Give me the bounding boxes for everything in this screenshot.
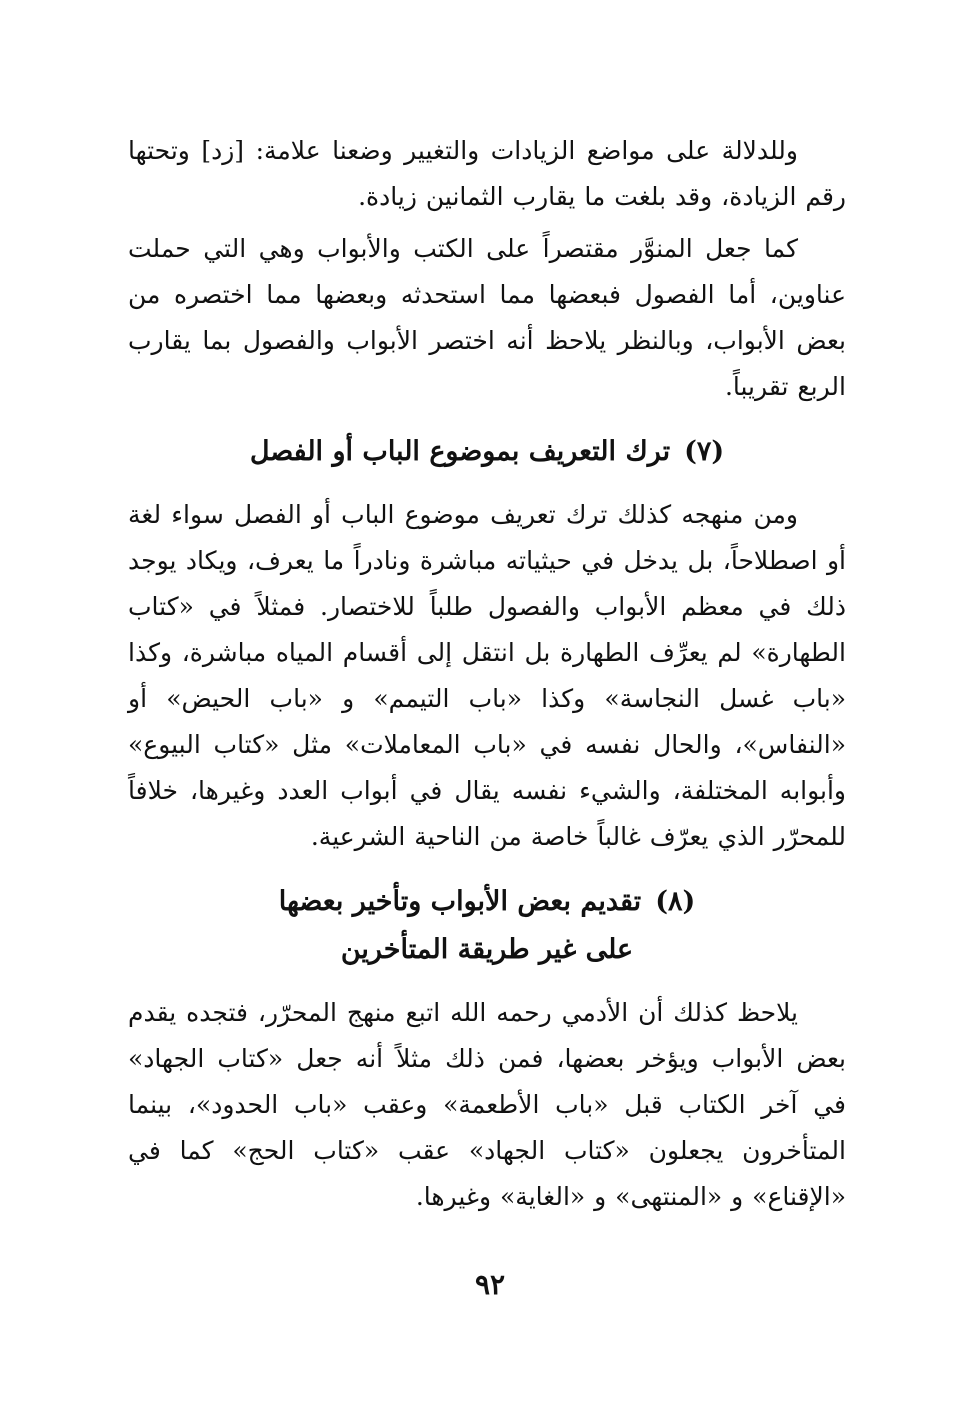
section-heading-8-title-line1: تقديم بعض الأبواب وتأخير بعضها: [278, 886, 642, 917]
paragraph-leaving-definitions: ومن منهجه كذلك ترك تعريف موضوع الباب أو الفصل سواء لغة أو اصطلاحاً، بل يدخل في حيثياته مباشرة ونادراً ما يعرف، ويكاد يوجد ذلك في معظم الأبواب والفصول طلباً للاختصار. فمثلاً في «كتاب الطهارة» لم يعرِّف الطهارة بل انتقل إلى أقسام المياه مباشرة، وكذا «باب غسل النجاسة» وكذا «باب التيمم» و «باب الحيض» أو «النفاس»، والحال نفسه في «باب المعاملات» مثل «كتاب البيوع» وأبوابه المختلفة، والشيء نفسه يقال في أبواب العدد وغيرها، خلافاً للمحرّر الذي يعرّف غالباً خاصة من الناحية الشرعية.: [128, 500, 846, 851]
section-heading-8: [128, 878, 846, 974]
section-heading-7-number: (٧): [684, 436, 725, 467]
section-heading-8-number: (٨): [655, 886, 696, 917]
section-heading-8-title-line2: على غير طريقة المتأخرين: [340, 934, 634, 965]
paragraph-additions-marking: وللدلالة على مواضع الزيادات والتغيير وضعنا علامة: [زد] وتحتها رقم الزيادة، وقد بلغت ما يقارب الثمانين زيادة.: [128, 136, 846, 211]
paragraph-chapters-headings: كما جعل المنوَّر مقتصراً على الكتب والأبواب وهي التي حملت عناوين، أما الفصول فبعضها مما استحدثه وبعضها مما اختصره من بعض الأبواب، وبالنظر يلاحظ أنه اختصر الأبواب والفصول بما يقارب الربع تقريباً.: [128, 234, 846, 401]
page-number: ٩٢: [474, 1268, 506, 1301]
page-body: [128, 128, 846, 1228]
section-heading-7-title: ترك التعريف بموضوع الباب أو الفصل: [249, 436, 671, 467]
section-heading-8-line1: [128, 878, 846, 926]
paragraph-chapter-ordering: يلاحظ كذلك أن الأدمي رحمه الله اتبع منهج المحرّر، فتجده يقدم بعض الأبواب ويؤخر بعضها، فمن ذلك مثلاً أنه جعل «كتاب الجهاد» في آخر الكتاب قبل «باب الأطعمة» وعقب «باب الحدود»، بينما المتأخرون يجعلون «كتاب الجهاد» عقب «كتاب الحج» كما في «الإقناع» و «المنتهى» و «الغاية» وغيرها.: [128, 998, 846, 1211]
section-heading-7: [128, 428, 846, 476]
